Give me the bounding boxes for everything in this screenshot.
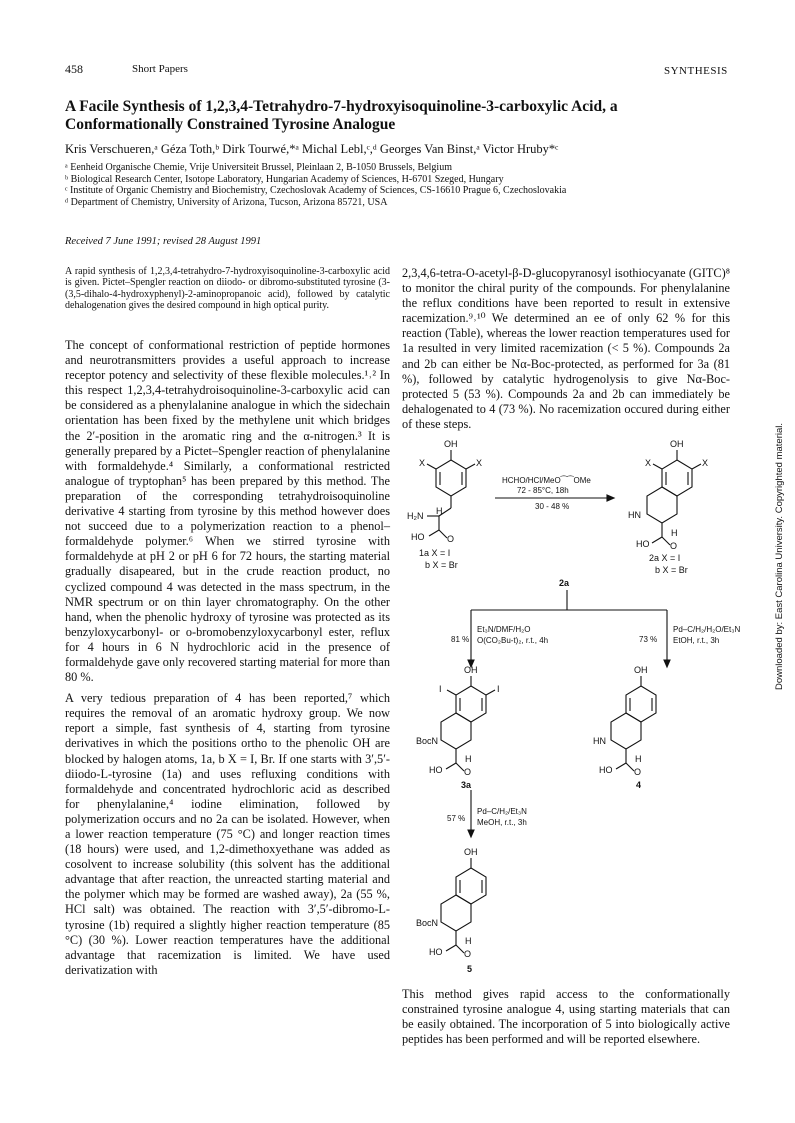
- label-ho-1: HO: [411, 532, 425, 542]
- label-x-2b: X: [702, 458, 709, 468]
- label-x-1b: X: [476, 458, 483, 468]
- page-number: 458: [65, 62, 83, 76]
- label-ho-4: HO: [599, 765, 613, 775]
- label-h2n: H₂N: [407, 511, 424, 521]
- label-ho-2: HO: [636, 539, 650, 549]
- label-oh-2: OH: [670, 439, 684, 449]
- label-hn-2: HN: [628, 510, 641, 520]
- download-note: [762, 300, 785, 690]
- label-ho-3a: HO: [429, 765, 443, 775]
- article-title: A Facile Synthesis of 1,2,3,4-Tetrahydro-7-hydroxyisoquinoline-3-carboxylic Acid, a Conformationally Constrained Tyrosine Analogue: [65, 98, 618, 133]
- paragraph-continuation: 2,3,4,6-tetra-O-acetyl-β-D-glucopyranosyl isothiocyanate (GITC)⁸ to monitor the chiral purity of the compounds. For phenylalanine the reflux conditions have been reported to result in extensive racemization.⁹˒¹⁰ We determined an ee of only 62 % for this reaction (Table), whereas the lower reaction temperatures used for 1a resulted in very limited racemization (< 5 %). Compounds 2a and 2b can either be Nα-Boc-protected, as performed for 3a (81 %), followed by catalytic hydrogenolysis to give Nα-Boc-protected 5 (53 %). Compounds 2a and 2b can immediately be dehalogenated to 4 (73 %). No racemization occured during either of these steps.: [402, 266, 730, 431]
- paragraph-conclusion: This method gives rapid access to the conformationally constrained tyrosine analogue 4, using starting materials that can be easily obtained. The incorporation of 5 into biologically active peptides has been performed and will be reported elsewhere.: [402, 987, 730, 1047]
- label-2a: 2a X = I: [649, 553, 681, 563]
- label-o-4: O: [634, 767, 642, 777]
- boc-reagent-1: Et₃N/DMF/H₂O: [477, 625, 531, 634]
- label-o-2: O: [670, 541, 678, 551]
- label-oh-3a: OH: [464, 665, 478, 675]
- left-column: [65, 338, 390, 984]
- label-i-3a-right: I: [497, 684, 500, 694]
- label-h-2: H: [671, 528, 678, 538]
- label-bocn-3a: BocN: [416, 736, 439, 746]
- label-ho-5: HO: [429, 947, 443, 957]
- paragraph-intro: The concept of conformational restriction of peptide hormones and neurotransmitters provides a useful approach to increase receptor potency and selectivity of these flexible molecules.¹˒² In this respect 1,2,3,4-tetrahydroisoquinoline-3-carboxylic acid can be considered as a phenylalanine analogue in which the sidechain orientation has been fixed by the methylene unit which bridges the 2′-position in the aromatic ring and the α-nitrogen.³ It is generally prepared by a Pictet–Spengler reaction of phenylalanine with formaldehyde.⁴ Similarly, a conformational restricted analogue of tryptophan⁵ has been prepared by this method. The preparation of the corresponding tetrahydroisoquinoline derivative 4 starting from tyrosine by this method however does not succeed due to a polymerization reaction to a phenol–formaldehyde polymer.⁶ When we stirred tyrosine with formaldehyde at pH 2 or pH 6 for 72 hours, the starting material gradually disapeared, but in the crude reaction product, no cyclized compound 4 was detected in the mass spectrum, in the NMR spectrum or on thin layer chromatography. On the other hand, when the phenolic hydroxy of tyrosine was protected as its benzyloxycarbonyl- or o-bromobenzyloxycarbonyl ester, reflux for 4 hours in 6 N hydrochloric acid in the presence of formaldehyde gave only recovered starting material for more than 80 %.: [65, 338, 390, 685]
- step1-reagents: HCHO/HCl/MeO⁀⁀OMe: [502, 476, 591, 485]
- label-x-1a: X: [419, 458, 426, 468]
- label-oh-1: OH: [444, 439, 458, 449]
- label-h-1: H: [436, 506, 443, 516]
- structure-1: [427, 450, 475, 538]
- boc-yield: 81 %: [451, 635, 470, 644]
- label-oh-5: OH: [464, 847, 478, 857]
- label-2a-center: 2a: [559, 578, 570, 588]
- author-list: Kris Verschueren,ᵃ Géza Toth,ᵇ Dirk Tourwé,*ᵃ Michal Lebl,ᶜ,ᵈ Georges Van Binst,ᵃ Victor Hruby*ᶜ: [65, 142, 559, 156]
- affiliation-d: ᵈ Department of Chemistry, University of Arizona, Tucson, Arizona 85721, USA: [65, 196, 388, 208]
- label-1a: 1a X = I: [419, 548, 451, 558]
- structure-5: [441, 858, 486, 953]
- received-dates: Received 7 June 1991; revised 28 August 1991: [65, 236, 262, 247]
- download-note-text: Downloaded by: East Carolina University. Copyrighted material.: [774, 422, 785, 690]
- paragraph-method: A very tedious preparation of 4 has been reported,⁷ which requires the removal of an aromatic hydroxy group. We now report a simple, fast synthesis of 4, starting from tyrosine derivatives in which the positions ortho to the phenolic OH are blocked by halogen atoms, 1a, b X = I, Br. If one starts with 3′,5′-diiodo-L-tyrosine (1a) and uses refluxing conditions with formaldehyde and concentrated hydrochloric acid as described for phenylalanine,⁴ iodine elimination, followed by polymerization occurs and no 2a can be isolated. However, when a lower reaction temperature (75 °C) and longer reaction times (18 hours) were used, and 1,2-dimethoxyethane was added as cosolvent to increase solubility (this solvent has the additional advantage that after reaction, the unreacted starting material and the polymer which may be formed are washed away), 2a (55 %, HCl salt) was obtained. The reaction with 3′,5′-dibromo-L-tyrosine (1b) required a slightly higher reaction temperature (85 °C) (30 %). Lower reaction temperatures have the additional advantage that racemization is limited. We have used derivatization with: [65, 691, 390, 977]
- label-o-1: O: [447, 534, 455, 544]
- label-h-4: H: [635, 754, 642, 764]
- label-1b: b X = Br: [425, 560, 458, 570]
- dehal-yield: 73 %: [639, 635, 658, 644]
- journal-name: SYNTHESIS: [664, 65, 728, 77]
- section-name: Short Papers: [132, 63, 188, 75]
- label-bocn-5: BocN: [416, 918, 439, 928]
- label-x-2a: X: [645, 458, 652, 468]
- label-4: 4: [636, 780, 642, 790]
- hyd-yield: 57 %: [447, 814, 466, 823]
- affiliation-c: ᶜ Institute of Organic Chemistry and Biochemistry, Czechoslovak Academy of Sciences, CS-16610 Prague 6, Czechoslovakia: [65, 185, 567, 196]
- right-column-top: [402, 266, 730, 438]
- step1-yield: 30 - 48 %: [535, 502, 570, 511]
- label-oh-4: OH: [634, 665, 648, 675]
- label-o-3a: O: [464, 767, 472, 777]
- label-i-3a-left: I: [439, 684, 442, 694]
- label-h-3a: H: [465, 754, 472, 764]
- affiliation-b: ᵇ Biological Research Center, Isotope Laboratory, Hungarian Academy of Sciences, H-6701 Szeged, Hungary: [65, 173, 504, 185]
- label-3a: 3a: [461, 780, 472, 790]
- boc-reagent-2: O(CO₂Bu-t)₂, r.t., 4h: [477, 636, 549, 645]
- label-o-5: O: [464, 949, 472, 959]
- reaction-scheme: [395, 430, 740, 980]
- label-h-5: H: [465, 936, 472, 946]
- hyd-reagent-1: Pd–C/H₂/Et₃N: [477, 807, 527, 816]
- dehal-reagent-1: Pd–C/H₂/H₂O/Et₃N: [673, 625, 740, 634]
- affiliations: [65, 162, 755, 208]
- step1-conditions: 72 - 85°C, 18h: [517, 486, 569, 495]
- structure-4: [611, 676, 656, 771]
- label-hn-4: HN: [593, 736, 606, 746]
- right-column-bottom: [402, 987, 730, 1053]
- hyd-reagent-2: MeOH, r.t., 3h: [477, 818, 527, 827]
- dehal-reagent-2: EtOH, r.t., 3h: [673, 636, 720, 645]
- label-5: 5: [467, 964, 473, 974]
- label-2b: b X = Br: [655, 565, 688, 575]
- affiliation-a: ᵃ Eenheid Organische Chemie, Vrije Universiteit Brussel, Pleinlaan 2, B-1050 Brussels, Belgium: [65, 162, 452, 173]
- abstract: A rapid synthesis of 1,2,3,4-tetrahydro-7-hydroxyisoquinoline-3-carboxylic acid is given. Pictet–Spengler reaction on diiodo- or dibromo-substituted tyrosine (3-(3,5-dihalo-4-hydroxyphenyl)-2-aminopropanoic acid), followed by catalytic dehalogenation gives the desired compound in high optical purity.: [65, 266, 390, 312]
